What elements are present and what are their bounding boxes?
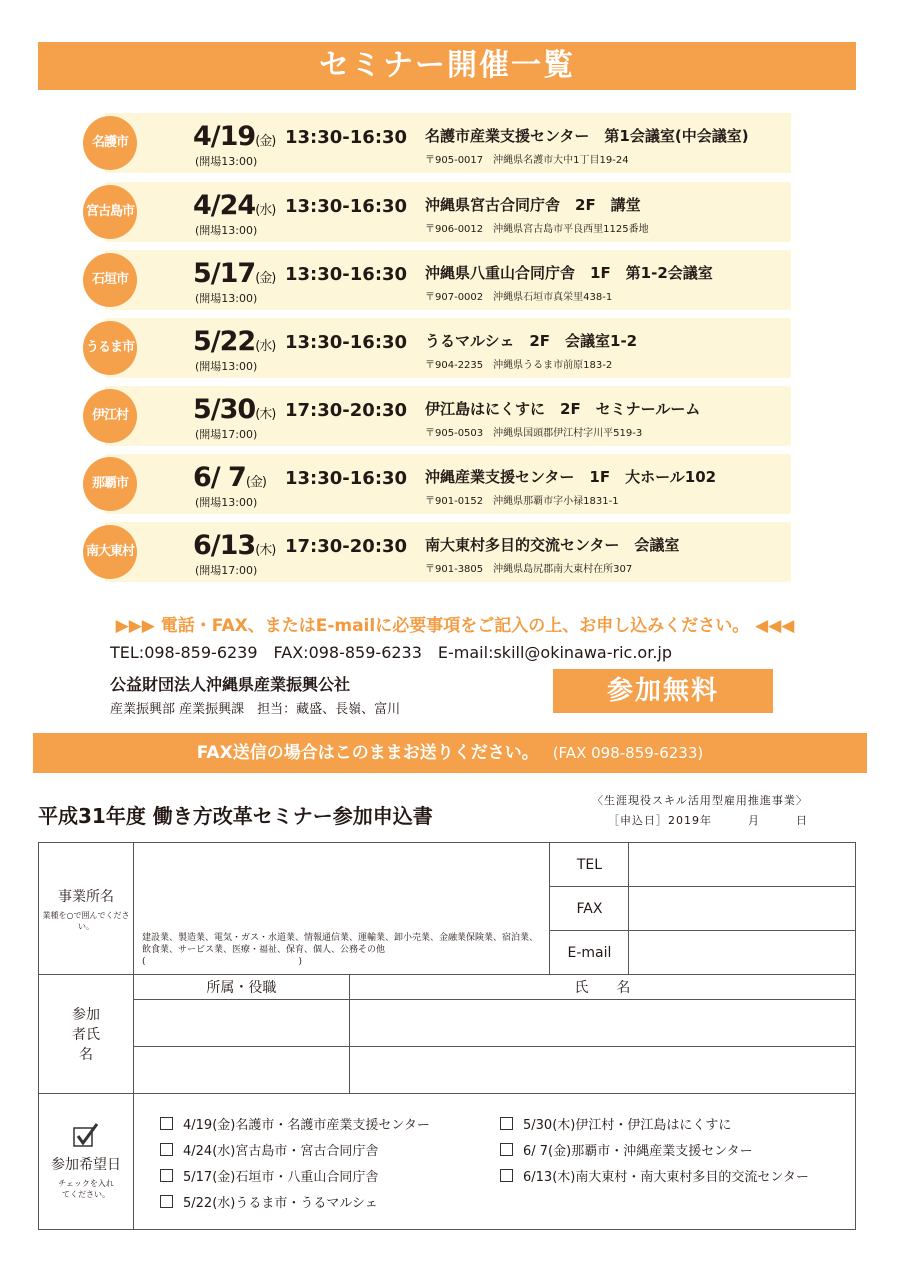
email-label: E-mail (550, 931, 629, 975)
venue-name: うるマルシェ 2F 会議室1-2 (425, 332, 638, 350)
date-text: 6/13 (193, 530, 256, 561)
wish-option[interactable] (500, 1114, 731, 1133)
wish-note: チェックを入れてください。 (58, 1179, 114, 1199)
fax-field[interactable] (629, 887, 856, 931)
door-open-time: (開場13:00) (195, 292, 258, 305)
day-of-week: (木) (255, 407, 276, 422)
wish-option-label: 6/13(木)南大東村・南大東村多目的交流センター (523, 1170, 809, 1185)
apply-instruction: ▶▶▶ 電話・FAX、またはE-mailに必要事項をご記入の上、お申し込みください。 ◀◀◀ (115, 616, 795, 636)
wish-option-label: 6/ 7(金)那覇市・沖縄産業支援センター (523, 1144, 753, 1159)
seminar-row (91, 250, 791, 310)
seminar-date (193, 258, 275, 289)
venue-address: 〒906-0012 沖縄県宮古島市平良西里1125番地 (425, 224, 649, 235)
seminar-date (193, 530, 275, 561)
city-badge: 名護市 (83, 116, 137, 170)
checkbox[interactable] (160, 1169, 173, 1182)
checkbox-check-icon (72, 1122, 100, 1150)
organization-name: 公益財団法人沖縄県産業振興公社 (110, 675, 351, 694)
checkbox[interactable] (500, 1117, 513, 1130)
wish-option-label: 5/17(金)石垣市・八重山合同庁舎 (183, 1170, 379, 1185)
day-of-week: (金) (255, 271, 276, 286)
seminar-row (91, 113, 791, 173)
checkbox[interactable] (500, 1169, 513, 1182)
venue-name: 南大東村多目的交流センター 会議室 (425, 536, 680, 554)
free-badge: 参加無料 (553, 669, 773, 713)
tel-label: TEL (550, 843, 629, 887)
door-open-time: (開場13:00) (195, 224, 258, 237)
fax-number: (FAX 098-859-6233) (552, 744, 704, 762)
seminar-time: 13:30-16:30 (285, 264, 408, 285)
email-field[interactable] (629, 931, 856, 975)
door-open-time: (開場13:00) (195, 155, 258, 168)
wish-option[interactable] (160, 1192, 378, 1211)
page-title: セミナー開催一覧 (38, 42, 856, 90)
apply-date-field[interactable]: ［申込日］2019年 月 日 (608, 814, 808, 827)
seminar-date (193, 462, 266, 493)
day-of-week: (水) (255, 339, 276, 354)
seminar-date (193, 394, 275, 425)
name-header: 氏 名 (349, 975, 855, 1000)
fax-label: FAX (550, 887, 629, 931)
door-open-time: (開場13:00) (195, 496, 258, 509)
city-badge: 宮古島市 (83, 185, 137, 239)
venue-name: 沖縄産業支援センター 1F 大ホール102 (425, 468, 717, 486)
seminar-row (85, 182, 791, 242)
seminar-time: 13:30-16:30 (285, 468, 408, 489)
wish-option[interactable] (160, 1166, 378, 1185)
company-note: 業種を○で囲んでください。 (42, 910, 130, 931)
day-of-week: (金) (255, 134, 276, 149)
wish-option[interactable] (160, 1114, 430, 1133)
wish-label: 参加希望日 (50, 1157, 121, 1173)
venue-name: 沖縄県宮古合同庁舎 2F 講堂 (425, 196, 641, 214)
company-label: 事業所名 (57, 888, 114, 905)
company-label-cell (39, 843, 134, 975)
door-open-time: (開場17:00) (195, 428, 258, 441)
participant-dept-field[interactable] (133, 1000, 349, 1047)
date-text: 6/ 7 (193, 462, 246, 493)
date-text: 4/19 (193, 121, 256, 152)
checkbox[interactable] (160, 1117, 173, 1130)
seminar-time: 13:30-16:30 (285, 127, 408, 148)
city-badge: 伊江村 (83, 389, 137, 443)
fax-note: FAX送信の場合はこのままお送りください。 (196, 743, 539, 763)
checkbox[interactable] (160, 1143, 173, 1156)
tel-field[interactable] (629, 843, 856, 887)
program-name: 〈生涯現役スキル活用型雇用推進事業〉 (592, 794, 808, 807)
door-open-time: (開場17:00) (195, 564, 258, 577)
form-title: 平成31年度 働き方改革セミナー参加申込書 (38, 804, 433, 828)
organization-dept: 産業振興部 産業振興課 担当：藏盛、長嶺、富川 (110, 702, 401, 717)
date-text: 5/17 (193, 258, 256, 289)
industry-list: 建設業、製造業、電気・ガス・水道業、情報通信業、運輸業、卸小売業、金融業保険業、宿泊業、飲食業、サービス業、医療・福祉、保育、個人、公務その他( ) (141, 933, 538, 967)
date-text: 4/24 (193, 190, 256, 221)
wish-option-label: 5/22(水)うるま市・うるマルシェ (183, 1196, 378, 1211)
wish-option[interactable] (500, 1166, 809, 1185)
city-badge: 石垣市 (83, 253, 137, 307)
wish-option[interactable] (160, 1140, 378, 1159)
seminar-time: 13:30-16:30 (285, 196, 408, 217)
seminar-date (193, 190, 275, 221)
date-text: 5/30 (193, 394, 256, 425)
day-of-week: (水) (255, 203, 276, 218)
city-badge: 那覇市 (83, 457, 137, 511)
participant-name-field[interactable] (349, 1000, 855, 1047)
date-text: 5/22 (193, 326, 256, 357)
company-field[interactable] (133, 843, 550, 975)
door-open-time: (開場13:00) (195, 360, 258, 373)
venue-address: 〒905-0503 沖縄県国頭郡伊江村字川平519-3 (425, 428, 643, 439)
venue-name: 伊江島はにくすに 2F セミナールーム (425, 400, 701, 418)
seminar-row (91, 454, 791, 514)
contact-info: TEL:098-859-6239 FAX:098-859-6233 E-mail:skill@okinawa-ric.or.jp (110, 643, 673, 662)
venue-address: 〒907-0002 沖縄県石垣市真栄里438-1 (425, 292, 613, 303)
checkbox[interactable] (160, 1195, 173, 1208)
venue-name: 沖縄県八重山合同庁舎 1F 第1-2会議室 (425, 264, 713, 282)
seminar-row (85, 522, 791, 582)
fax-banner (33, 733, 867, 773)
participant-label-text: 参加者氏名 (71, 1007, 100, 1063)
wish-options (160, 1114, 860, 1224)
wish-option[interactable] (500, 1140, 753, 1159)
venue-name: 名護市産業支援センター 第1会議室(中会議室) (425, 127, 749, 145)
seminar-time: 17:30-20:30 (285, 536, 408, 557)
wish-option-label: 4/19(金)名護市・名護市産業支援センター (183, 1118, 430, 1133)
wish-option-label: 5/30(木)伊江村・伊江島はにくすに (523, 1118, 732, 1133)
city-badge: 南大東村 (83, 525, 137, 579)
participant-name-field[interactable] (349, 1047, 855, 1094)
checkbox[interactable] (500, 1143, 513, 1156)
dept-header: 所属・役職 (133, 975, 349, 1000)
venue-address: 〒904-2235 沖縄県うるま市前原183-2 (425, 360, 613, 371)
venue-address: 〒901-3805 沖縄県島尻郡南大東村在所307 (425, 564, 633, 575)
seminar-row (85, 318, 791, 378)
day-of-week: (金) (245, 475, 266, 490)
day-of-week: (木) (255, 543, 276, 558)
wish-option-label: 4/24(水)宮古島市・宮古合同庁舎 (183, 1144, 379, 1159)
city-badge: うるま市 (83, 321, 137, 375)
venue-address: 〒901-0152 沖縄県那覇市字小禄1831-1 (425, 496, 619, 507)
participant-label (39, 975, 134, 1094)
seminar-time: 13:30-16:30 (285, 332, 408, 353)
participant-dept-field[interactable] (133, 1047, 349, 1094)
seminar-date (193, 326, 275, 357)
venue-address: 〒905-0017 沖縄県名護市大中1丁目19-24 (425, 155, 629, 166)
wish-label-cell (39, 1094, 134, 1230)
seminar-row (91, 386, 791, 446)
seminar-date (193, 121, 275, 152)
seminar-time: 17:30-20:30 (285, 400, 408, 421)
